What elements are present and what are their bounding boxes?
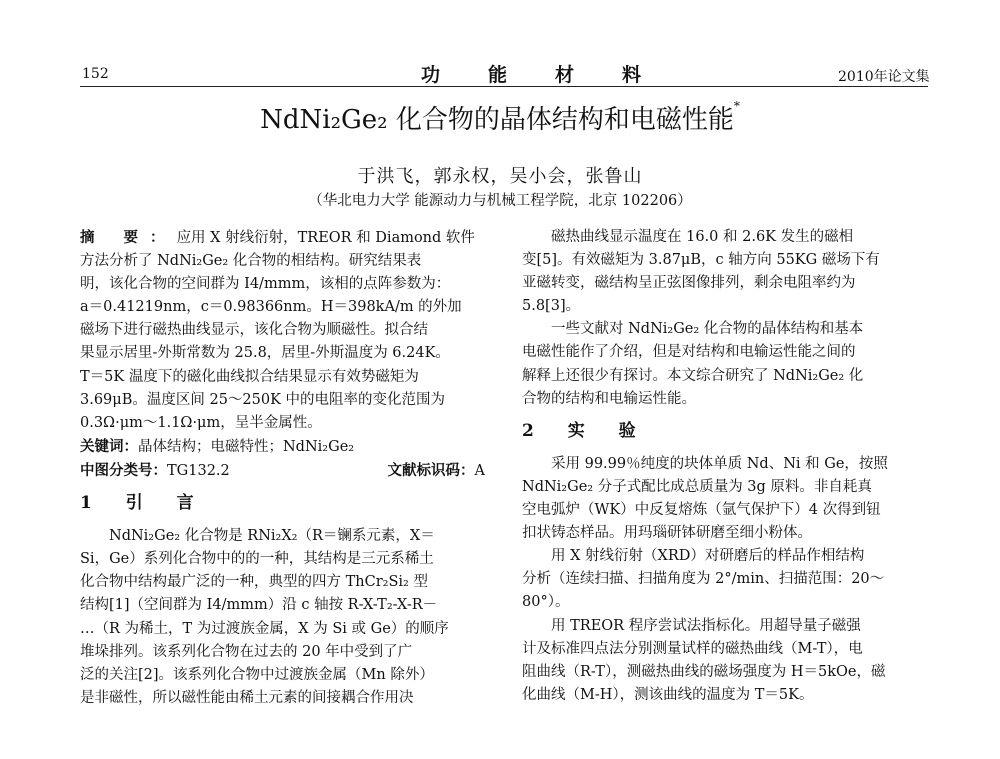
header-rule — [80, 86, 928, 87]
body-line: 采用 99.99％纯度的块体单质 Nd、Ni 和 Ge，按照 — [551, 455, 888, 472]
title-text: NdNi₂Ge₂ 化合物的晶体结构和电磁性能 — [260, 105, 734, 135]
abstract-text: 应用 X 射线衍射，TREOR 和 Diamond 软件 — [176, 230, 475, 246]
intro-line: …（R 为稀土，T 为过渡族金属，X 为 Si 或 Ge）的顺序 — [80, 620, 449, 637]
right-column — [522, 226, 927, 707]
body-line: 解释上还很少有探讨。本文综合研究了 NdNi₂Ge₂ 化 — [522, 367, 864, 384]
body-line: 电磁性能作了介绍，但是对结构和电输运性能之间的 — [522, 344, 856, 361]
body-line: 扣状铸态样品。用玛瑙研钵研磨至细小粉体。 — [522, 525, 812, 542]
body-line: 分析（连续扫描、扫描角度为 2°/min、扫描范围：20～ — [522, 571, 885, 588]
body-line: 化曲线（M-H），测该曲线的温度为 T＝5K。 — [522, 686, 814, 703]
authors: 于洪飞，郭永权，吴小会，张鲁山 — [357, 166, 643, 187]
body-line: 一些文献对 NdNi₂Ge₂ 化合物的晶体结构和基本 — [551, 321, 864, 338]
abstract-line: 磁场下进行磁热曲线显示，该化合物为顺磁性。拟合结 — [80, 322, 428, 339]
classification-value: TG132.2 — [167, 462, 230, 479]
abstract-line: 方法分析了 NdNi₂Ge₂ 化合物的相结构。研究结果表 — [80, 253, 422, 270]
abstract-label: 摘 要： — [80, 229, 177, 246]
body-line: 合物的结构和电输运性能。 — [522, 390, 696, 407]
classification-row — [80, 459, 485, 483]
body-line: 空电弧炉（WK）中反复熔炼（氩气保护下）4 次得到钮 — [522, 502, 881, 519]
abstract-line: 0.3Ω·μm～1.1Ω·μm，呈半金属性。 — [80, 414, 322, 431]
body-line: 亚磁转变，磁结构呈正弦图像排列，剩余电阻率约为 — [522, 275, 856, 292]
keywords — [80, 435, 485, 459]
intro-line: 泛的关注[2]。该系列化合物中过渡族金属（Mn 除外） — [80, 666, 434, 683]
body-line: 计及标准四点法分别测量试样的磁热曲线（M-T），电 — [522, 640, 863, 657]
body-line: 5.8[3]。 — [522, 298, 581, 315]
body-line: 磁热曲线显示温度在 16.0 和 2.6K 发生的磁相 — [551, 229, 854, 245]
section-2-heading: 2 实 验 — [522, 420, 650, 441]
abstract-line: T＝5K 温度下的磁化曲线拟合结果显示有效势磁矩为 — [80, 368, 419, 385]
abstract-line: 果显示居里-外斯常数为 25.8，居里-外斯温度为 6.24K。 — [80, 345, 450, 362]
abstract-line: 3.69μB。温度区间 25～250K 中的电阻率的变化范围为 — [80, 391, 446, 408]
body-line: 阻曲线（R-T），测磁热曲线的磁场强度为 H＝5kOe，磁 — [522, 663, 886, 680]
section-1-heading: 1 引 言 — [80, 493, 208, 514]
body-line: 用 TREOR 程序尝试法指标化。用超导量子磁强 — [551, 617, 861, 634]
keywords-label: 关键词： — [80, 437, 138, 455]
title-footnote-mark: * — [733, 99, 740, 113]
intro-line: Si，Ge）系列化合物中的的一种，其结构是三元系稀土 — [80, 551, 434, 568]
body-line: NdNi₂Ge₂ 分子式配比成总质量为 3g 原料。非自耗真 — [522, 478, 872, 495]
body-line: 80°）。 — [522, 594, 570, 611]
intro-line: 化合物中结构最广泛的一种，典型的四方 ThCr₂Si₂ 型 — [80, 574, 428, 591]
intro-line: 结构[1]（空间群为 I4/mmm）沿 c 轴按 R-X-T₂-X-R－ — [80, 597, 438, 614]
classification-label: 中图分类号： — [80, 461, 167, 479]
keywords-text: 晶体结构；电磁特性；NdNi₂Ge₂ — [138, 438, 355, 455]
intro-line: 堆垛排列。该系列化合物在过去的 20 年中受到了广 — [80, 643, 413, 660]
left-column — [80, 226, 485, 710]
journal-name: 功能材料 — [420, 64, 689, 86]
document-code-value: A — [474, 462, 485, 479]
issue-label: 2010年论文集 — [838, 69, 930, 85]
abstract-line: a＝0.41219nm，c＝0.98366nm。H＝398kA/m 的外加 — [80, 299, 462, 316]
intro-line: 是非磁性，所以磁性能由稀土元素的间接耦合作用决 — [80, 689, 414, 706]
page-number: 152 — [82, 66, 109, 82]
abstract-line: 明，该化合物的空间群为 I4/mmm，该相的点阵参数为： — [80, 276, 451, 293]
paper-title — [150, 99, 850, 136]
document-code-label: 文献标识码： — [387, 461, 475, 479]
body-line: 用 X 射线衍射（XRD）对研磨后的样品作相结构 — [551, 548, 865, 565]
abstract-line — [80, 226, 485, 250]
intro-line: NdNi₂Ge₂ 化合物是 RNi₂X₂（R＝镧系元素，X＝ — [109, 528, 435, 545]
affiliation: （华北电力大学 能源动力与机械工程学院，北京 102206） — [308, 193, 692, 209]
body-line: 变[5]。有效磁矩为 3.87μB，c 轴方向 55KG 磁场下有 — [522, 252, 880, 269]
